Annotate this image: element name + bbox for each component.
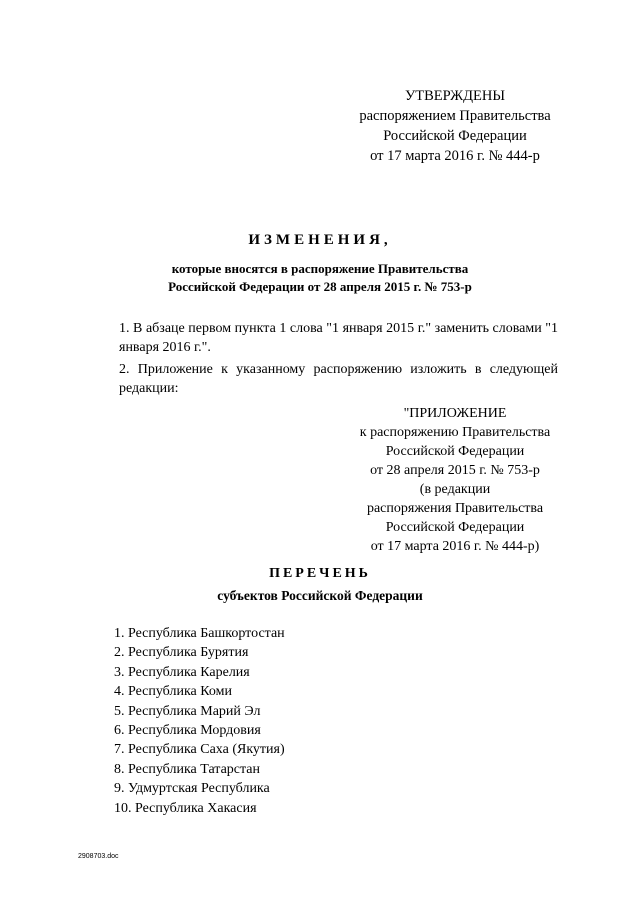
approval-line: от 17 марта 2016 г. № 444-р [370, 148, 540, 164]
list-item: 2. Республика Бурятия [114, 645, 249, 661]
footer-filename: 2908703.doc [78, 853, 119, 860]
paragraph-text: 1. В абзаце первом пункта 1 слова "1 января 2015 г." заменить словами "1 января 2016 г.". [119, 321, 558, 355]
approval-line: УТВЕРЖДЕНЫ [404, 88, 506, 104]
list-item: 4. Республика Коми [114, 684, 232, 700]
list-item: 5. Республика Марий Эл [114, 703, 261, 719]
paragraph-1 [82, 319, 558, 357]
list-item: 10. Республика Хакасия [114, 800, 257, 816]
document-subtitle [0, 260, 640, 296]
list-item: 6. Республика Мордовия [114, 723, 261, 739]
subtitle-line: Российской Федерации от 28 апреля 2015 г. № 753-р [168, 279, 472, 294]
list-item: 9. Удмуртская Республика [114, 781, 270, 797]
annex-line: "ПРИЛОЖЕНИЕ [403, 406, 507, 421]
list-item: 8. Республика Татарстан [114, 761, 261, 777]
annex-line: Российской Федерации [385, 444, 525, 459]
approval-line: распоряжением Правительства [359, 108, 551, 124]
document-title: ИЗМЕНЕНИЯ, [248, 232, 392, 248]
subtitle-line: которые вносятся в распоряжение Правительства [171, 261, 469, 276]
paragraph-text: 2. Приложение к указанному распоряжению изложить в следующей редакции: [119, 362, 558, 396]
paragraph-2 [82, 360, 558, 398]
regions-list [114, 624, 285, 818]
annex-line: Российской Федерации [385, 520, 525, 535]
annex-line: (в редакции [419, 482, 491, 497]
annex-line: распоряжения Правительства [366, 501, 544, 516]
annex-line: к распоряжению Правительства [359, 425, 551, 440]
list-subtitle: субъектов Российской Федерации [217, 588, 423, 603]
approval-block [330, 86, 580, 166]
list-title: ПЕРЕЧЕНЬ [269, 566, 371, 581]
annex-line: от 28 апреля 2015 г. № 753-р [370, 463, 540, 478]
list-item: 7. Республика Саха (Якутия) [114, 742, 285, 758]
list-item: 3. Республика Карелия [114, 664, 250, 680]
list-item: 1. Республика Башкортостан [114, 626, 285, 641]
annex-line: от 17 марта 2016 г. № 444-р) [370, 539, 540, 554]
approval-line: Российской Федерации [383, 128, 527, 144]
annex-block [330, 404, 580, 556]
